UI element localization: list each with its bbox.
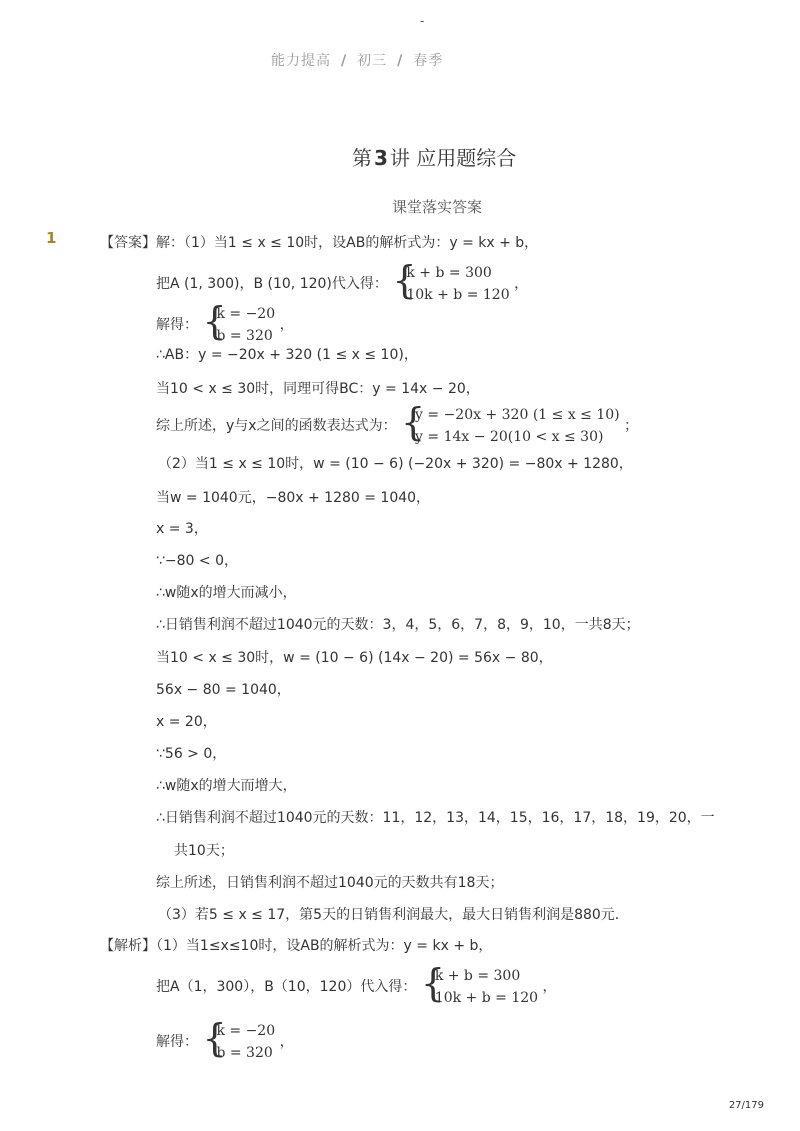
answer-line-4: ∴AB：y = −20x + 320 (1 ≤ x ≤ 10)， <box>156 347 418 363</box>
header-dash: - <box>420 14 425 28</box>
title-suffix: 讲 应用题综合 <box>389 146 517 170</box>
equation-system-4 <box>420 961 539 1009</box>
answer-line-19: 共10天； <box>174 843 234 859</box>
brace-glyph: { <box>392 258 417 302</box>
answer-line-5: 当10 < x ≤ 30时，同理可得BC：y = 14x − 20， <box>156 381 480 397</box>
answer-line-1: 【答案】解：（1）当1 ≤ x ≤ 10时，设AB的解析式为：y = kx + b， <box>100 235 539 251</box>
system-row: y = 14x − 20(10 < x ≤ 30) <box>415 429 604 445</box>
equation-system-2 <box>202 299 276 347</box>
title-prefix: 第 <box>352 146 372 170</box>
answer-line-15: x = 20， <box>156 714 217 730</box>
trailing-semicolon: ； <box>624 418 639 434</box>
system-row: b = 320 <box>216 1045 273 1061</box>
answer-text: 把A (1, 300)，B (10, 120)代入得： <box>156 276 388 292</box>
trailing-comma: ， <box>542 979 557 995</box>
analysis-text: 解得： <box>156 1034 198 1050</box>
answer-line-11: ∴w随x的增大而减小， <box>156 585 297 601</box>
system-row: k + b = 300 <box>434 968 521 984</box>
crumb-term: 春季 <box>413 53 444 69</box>
trailing-comma: ， <box>279 317 294 333</box>
answer-line-17: ∴w随x的增大而增大， <box>156 778 297 794</box>
answer-line-14: 56x − 80 = 1040， <box>156 682 291 698</box>
equation-system-1 <box>392 258 510 306</box>
answer-line-13: 当10 < x ≤ 30时，w = (10 − 6) (14x − 20) = 56x − 80， <box>156 650 553 666</box>
crumb-level: 能力提高 <box>271 53 331 69</box>
answer-line-6 <box>156 400 639 448</box>
answer-text: 解得： <box>156 317 198 333</box>
brace-glyph: { <box>202 299 227 343</box>
answer-line-18: ∴日销售利润不超过1040元的天数：11，12，13，14，15，16，17，18，19，20，一 <box>156 810 715 826</box>
brace-glyph: { <box>420 961 445 1005</box>
analysis-text: 把A（1，300），B（10，120）代入得： <box>156 979 417 995</box>
section-subtitle: 课堂落实答案 <box>392 198 483 216</box>
brace-glyph: { <box>202 1016 227 1060</box>
system-row: 10k + b = 120 <box>434 990 539 1006</box>
system-row: k = −20 <box>216 1023 276 1039</box>
equation-system-3 <box>401 400 620 448</box>
answer-line-21: （3）若5 ≤ x ≤ 17，第5天的日销售利润最大，最大日销售利润是880元． <box>158 907 629 923</box>
analysis-line-2 <box>156 961 557 1009</box>
answer-line-20: 综上所述，日销售利润不超过1040元的天数共有18天； <box>156 875 504 891</box>
analysis-line-3 <box>156 1016 294 1064</box>
brace-glyph: { <box>401 400 426 444</box>
answer-text: 综上所述，y与x之间的函数表达式为： <box>156 418 397 434</box>
breadcrumb <box>271 50 443 70</box>
question-number: 1 <box>46 229 57 247</box>
analysis-line-1: 【解析】（1）当1≤x≤10时，设AB的解析式为：y = kx + b， <box>100 938 493 954</box>
crumb-grade: 初三 <box>357 53 388 69</box>
trailing-comma: ， <box>514 276 529 292</box>
system-row: b = 320 <box>216 328 273 344</box>
crumb-separator: / <box>397 53 404 69</box>
page-number: 27/179 <box>728 1100 764 1111</box>
answer-line-8: 当w = 1040元，−80x + 1280 = 1040， <box>156 490 431 506</box>
page-title <box>352 142 516 171</box>
trailing-comma: ， <box>279 1034 294 1050</box>
answer-line-3 <box>156 299 294 347</box>
answer-line-10: ∵−80 < 0， <box>156 553 238 569</box>
system-row: y = −20x + 320 (1 ≤ x ≤ 10) <box>415 407 620 423</box>
system-row: 10k + b = 120 <box>406 287 510 303</box>
system-row: k = −20 <box>216 306 276 322</box>
answer-line-7: （2）当1 ≤ x ≤ 10时，w = (10 − 6) (−20x + 320) = −80x + 1280， <box>158 456 633 472</box>
system-row: k + b = 300 <box>406 265 492 281</box>
equation-system-5 <box>202 1016 276 1064</box>
answer-line-12: ∴日销售利润不超过1040元的天数：3，4，5，6，7，8，9，10，一共8天； <box>156 617 640 633</box>
crumb-separator: / <box>341 53 348 69</box>
answer-line-9: x = 3， <box>156 521 208 537</box>
answer-line-16: ∵56 > 0， <box>156 746 227 762</box>
title-lecture-number: 3 <box>374 146 388 170</box>
